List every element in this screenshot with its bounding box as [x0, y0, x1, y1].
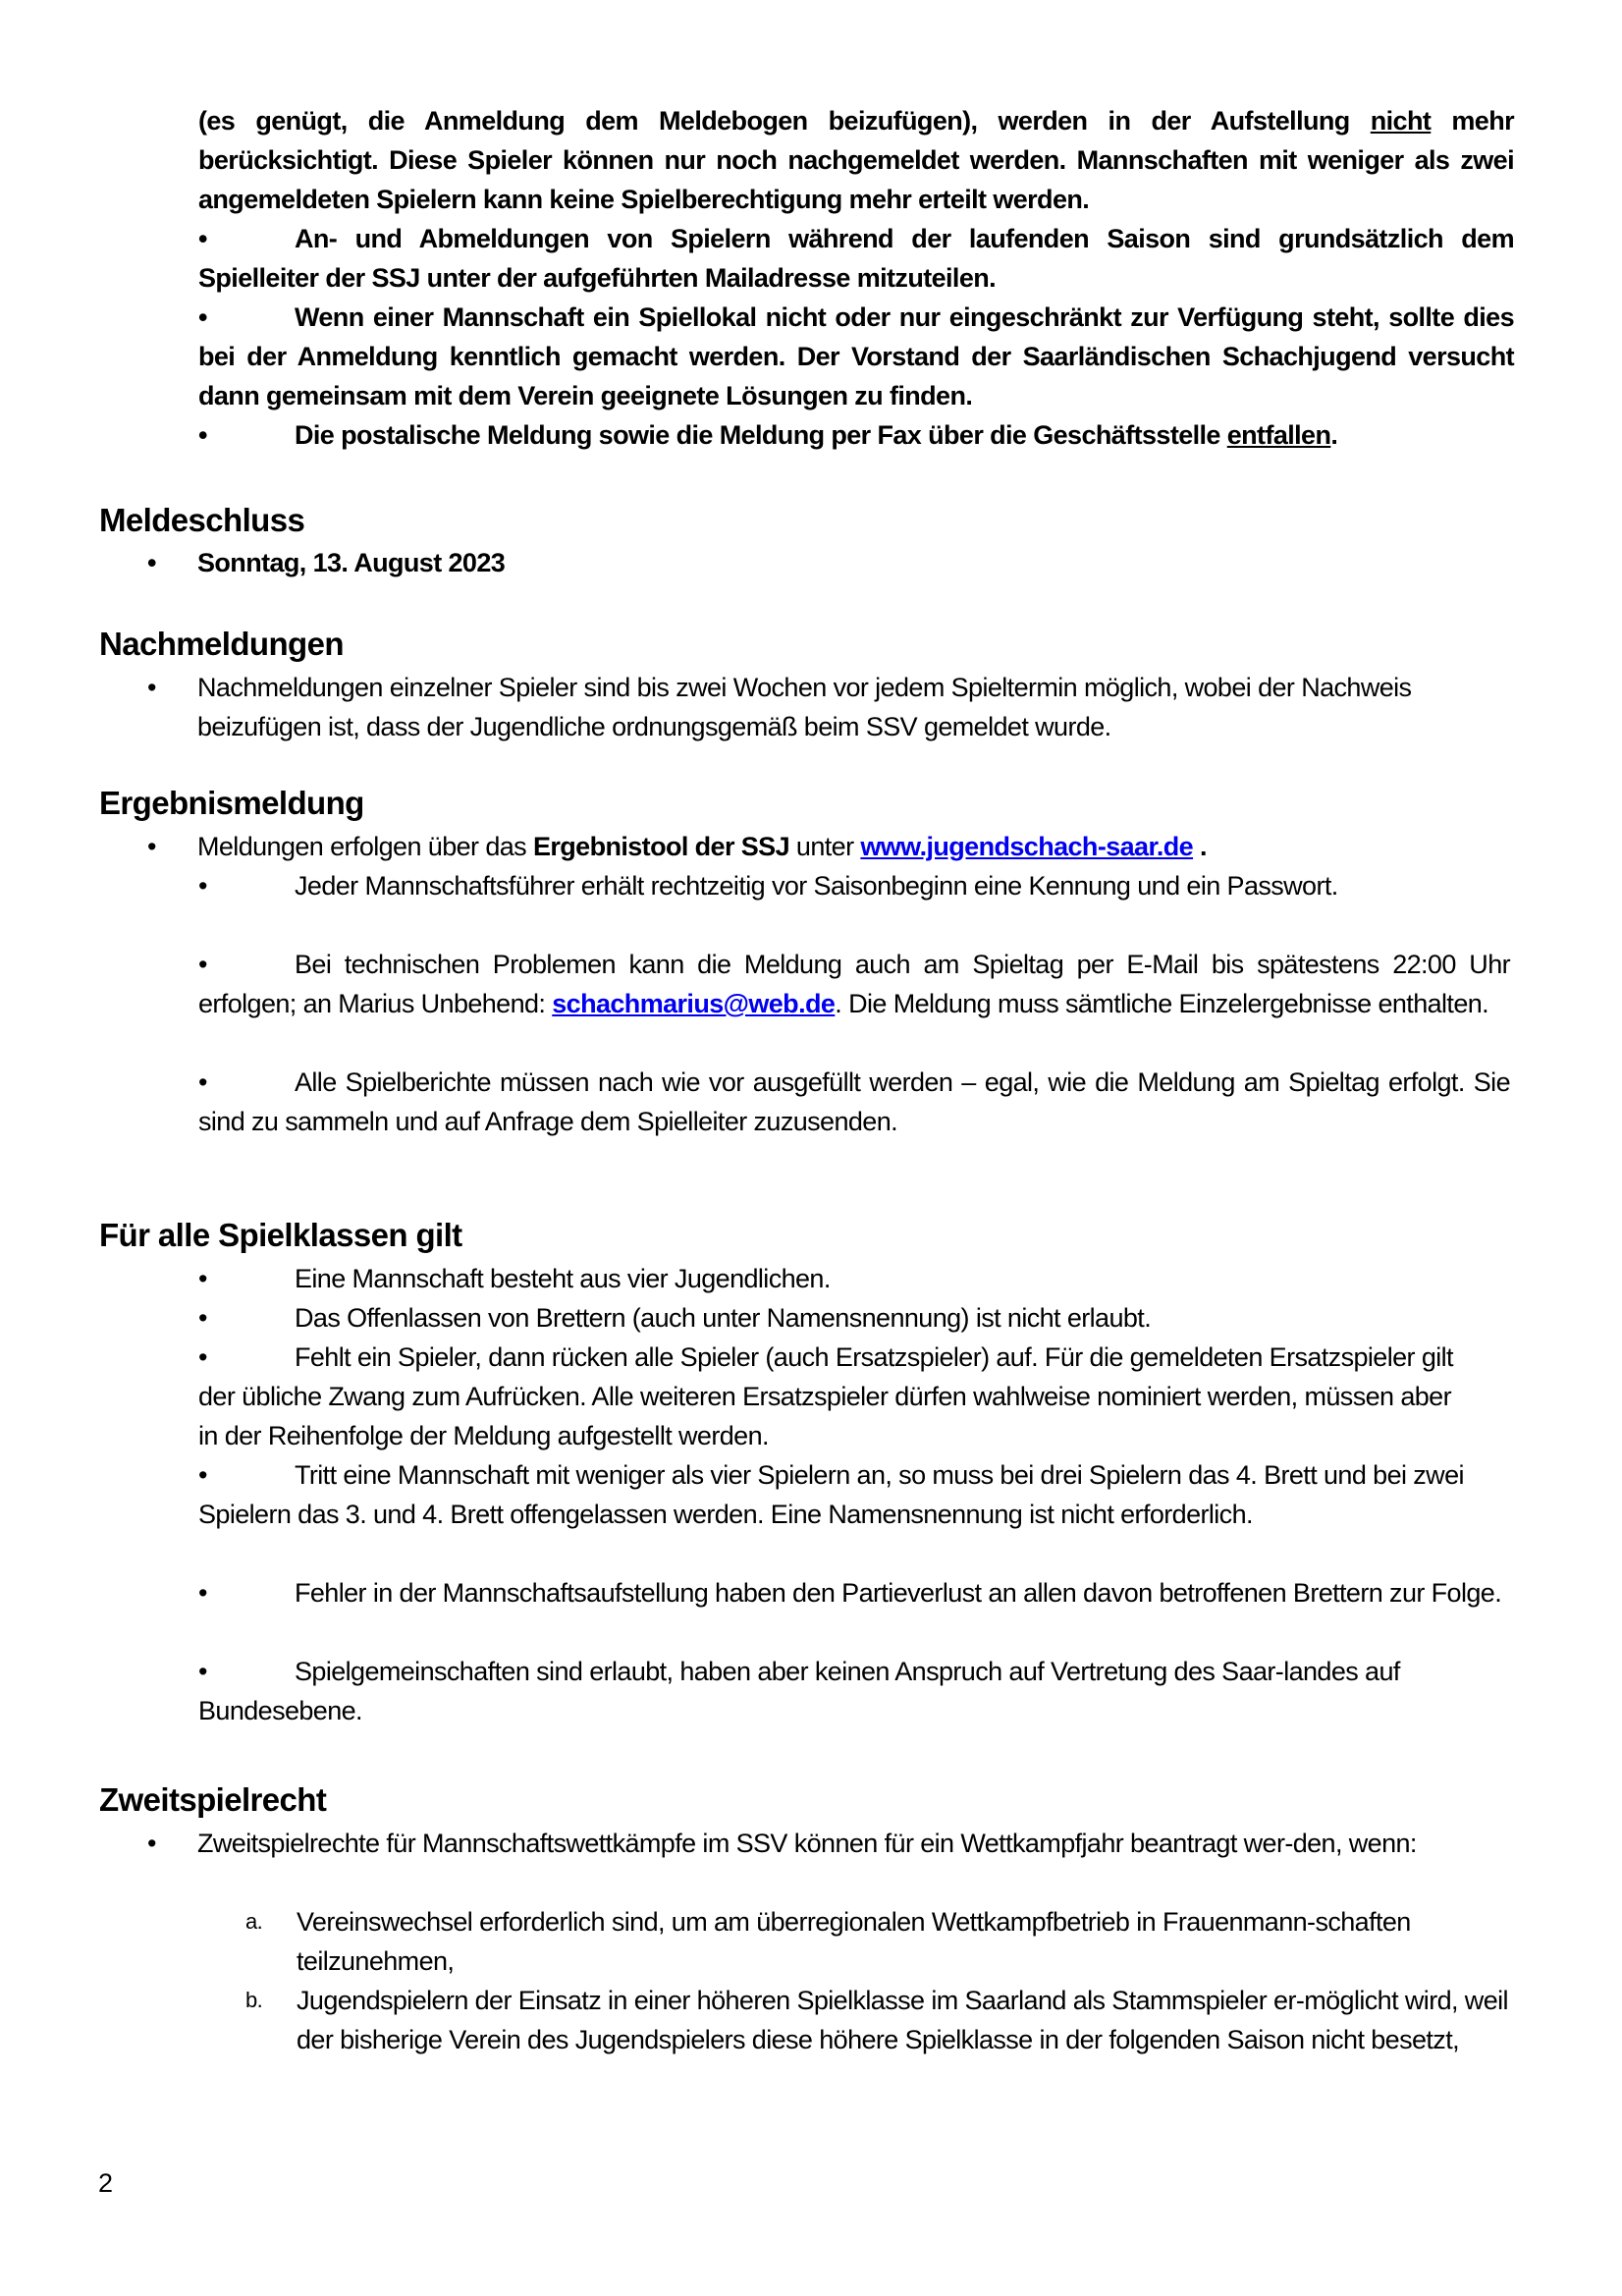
text: Meldungen erfolgen über das [197, 832, 533, 861]
item-text: Fehler in der Mannschaftsaufstellung haben den Partieverlust an allen davon betroffenen Brettern zur Folge. [295, 1578, 1502, 1608]
item-text: Tritt eine Mannschaft mit weniger als vier Spielern an, so muss bei drei Spielern das 4. Brett und bei zwei Spielern das 3. und 4. Brett offengelassen werden. Eine Namensnennung ist nicht erforderlich. [198, 1460, 1464, 1529]
intro-paragraph [198, 101, 1514, 219]
bullet-icon: • [147, 548, 156, 577]
bullet-icon: • [198, 871, 207, 901]
item-text: Das Offenlassen von Brettern (auch unter Namensnennung) ist nicht erlaubt. [295, 1303, 1152, 1333]
heading-zweitspielrecht: Zweitspielrecht [99, 1781, 327, 1818]
heading-meldeschluss: Meldeschluss [99, 502, 305, 538]
item-text: Fehlt ein Spieler, dann rücken alle Spieler (auch Ersatzspieler) auf. Für die gemeldeten Ersatzspieler gilt der übliche Zwang zum Aufrücken. Alle weiteren Ersatzspieler dürfen wahlweise nominiert werden, müssen aber in der Reihenfolge der Meldung aufgestellt werden. [198, 1342, 1453, 1450]
sub-text: Jugendspielern der Einsatz in einer höheren Spielklasse im Saarland als Stammspieler er-möglicht wird, weil der bisherige Verein des Jugendspielers diese höhere Spielklasse in der folgenden Saison nicht besetzt, [297, 1986, 1508, 2054]
intro-text-1: (es genügt, die Anmeldung dem Meldebogen beizufügen), werden in der Aufstellung [198, 106, 1371, 136]
bullet-icon: • [147, 1829, 156, 1858]
ergebnismeldung-sub-2 [198, 945, 1510, 1023]
bullet-icon: • [147, 832, 156, 861]
bullet-icon: • [198, 1264, 207, 1293]
bullet-icon: • [147, 673, 156, 702]
heading-spielklassen: Für alle Spielklassen gilt [99, 1217, 462, 1253]
meldeschluss-item [147, 543, 1522, 582]
bullet-icon: • [198, 1342, 207, 1372]
bullet-icon: • [198, 1303, 207, 1333]
underlined-entfallen: entfallen [1226, 420, 1331, 450]
spielklassen-item [198, 1338, 1475, 1455]
bullet-icon: • [198, 420, 207, 450]
intro-bullet-2 [198, 298, 1514, 415]
zweitspielrecht-item [147, 1824, 1532, 1863]
spielklassen-item [198, 1652, 1514, 1730]
sub-text: Bei technischen Problemen kann die Meldung auch am Spieltag per E-Mail bis spätestens 22:00 Uhr erfolgen; an Marius Unbehend: [198, 950, 1510, 1018]
spielklassen-item [198, 1298, 1514, 1338]
sub-text: Alle Spielberichte müssen nach wie vor ausgefüllt werden – egal, wie die Meldung am Spieltag erfolgt. Sie sind zu sammeln und auf Anfrage dem Spielleiter zuzusenden. [198, 1067, 1510, 1136]
ergebnistool-label: Ergebnistool der SSJ [532, 832, 790, 861]
bullet-icon: • [198, 1578, 207, 1608]
ergebnismeldung-sub-3 [198, 1063, 1510, 1141]
sub-text: . Die Meldung muss sämtliche Einzelergebnisse enthalten. [835, 989, 1489, 1018]
intro-bullet-text: Wenn einer Mannschaft ein Spiellokal nicht oder nur eingeschränkt zur Verfügung steht, sollte dies bei der Anmeldung kenntlich gemacht werden. Der Vorstand der Saarländischen Schachjugend versucht dann gemeinsam mit dem Verein geeignete Lösungen zu finden. [198, 302, 1514, 410]
intro-bullet-1 [198, 219, 1514, 298]
ergebnismeldung-sub-1 [198, 866, 1530, 905]
bullet-icon: • [198, 1067, 207, 1097]
intro-text-2: mehr berücksichtigt. Diese Spieler können nur noch nachgemeldet werden. Mannschaften mit weniger als zwei angemeldeten Spielern kann keine Spielberechtigung mehr erteilt werden. [198, 106, 1514, 214]
deadline-date: Sonntag, 13. August 2023 [197, 548, 506, 577]
spielklassen-item [198, 1573, 1534, 1613]
ergebnismeldung-item [147, 827, 1532, 866]
bullet-icon: • [198, 302, 207, 332]
list-label: a. [245, 1909, 263, 1934]
heading-ergebnismeldung: Ergebnismeldung [99, 785, 364, 821]
item-text: Eine Mannschaft besteht aus vier Jugendlichen. [295, 1264, 831, 1293]
list-label: b. [245, 1988, 263, 2012]
email-link[interactable]: schachmarius@web.de [552, 989, 836, 1018]
page-number: 2 [98, 2168, 114, 2198]
bullet-icon: • [198, 224, 207, 253]
text: . [1193, 832, 1207, 861]
bullet-icon: • [198, 1657, 207, 1686]
intro-bullet-text: Die postalische Meldung sowie die Meldung per Fax über die Geschäftsstelle [295, 420, 1227, 450]
zweitspielrecht-sub-a [245, 1902, 1534, 1981]
heading-nachmeldungen: Nachmeldungen [99, 626, 344, 662]
bullet-icon: • [198, 950, 207, 979]
zweitspielrecht-text: Zweitspielrechte für Mannschaftswettkämpfe im SSV können für ein Wettkampfjahr beantragt wer-den, wenn: [197, 1829, 1417, 1858]
website-link[interactable]: www.jugendschach-saar.de [860, 832, 1194, 861]
spielklassen-item [198, 1259, 1514, 1298]
spielklassen-item [198, 1455, 1494, 1534]
intro-bullet-3 [198, 415, 1514, 455]
text: unter [789, 832, 861, 861]
underlined-nicht: nicht [1370, 106, 1432, 136]
zweitspielrecht-sub-b [245, 1981, 1534, 2059]
sub-text: Vereinswechsel erforderlich sind, um am überregionalen Wettkampfbetrieb in Frauenmann-schaften teilzunehmen, [297, 1907, 1411, 1976]
nachmeldungen-text: Nachmeldungen einzelner Spieler sind bis zwei Wochen vor jedem Spieltermin möglich, wobei der Nachweis beizufügen ist, dass der Jugendliche ordnungsgemäß beim SSV gemeldet wurde. [197, 673, 1412, 741]
nachmeldungen-item [147, 668, 1532, 746]
period: . [1330, 420, 1338, 450]
item-text: Spielgemeinschaften sind erlaubt, haben aber keinen Anspruch auf Vertretung des Saar-landes auf Bundesebene. [198, 1657, 1400, 1725]
intro-bullet-text: An- und Abmeldungen von Spielern während der laufenden Saison sind grundsätzlich dem Spielleiter der SSJ unter der aufgeführten Mailadresse mitzuteilen. [198, 224, 1514, 293]
sub-text: Jeder Mannschaftsführer erhält rechtzeitig vor Saisonbeginn eine Kennung und ein Passwort. [295, 871, 1338, 901]
bullet-icon: • [198, 1460, 207, 1490]
